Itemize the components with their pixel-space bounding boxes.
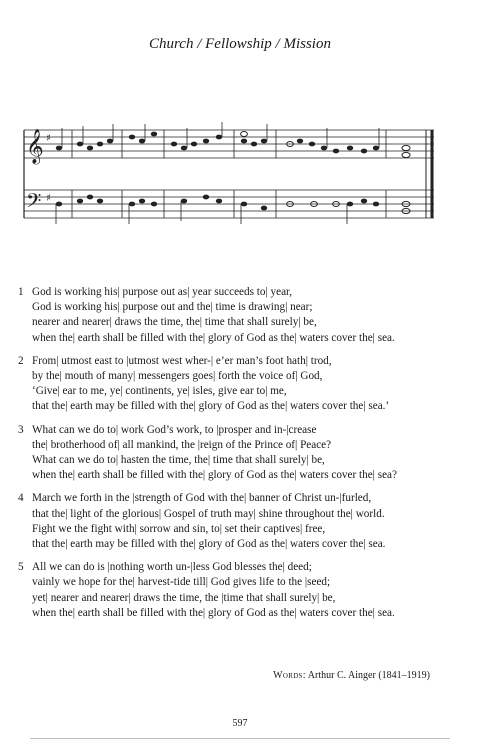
svg-text:♯: ♯ (46, 133, 51, 144)
verse-line: vainly we hope for the| harvest-tide till| God gives life to the |seed; (32, 576, 331, 589)
page-number: 597 (232, 718, 248, 729)
verse-line: God is working his| purpose out and the| time is drawing| near; (32, 301, 313, 314)
verse-number: 4 (18, 492, 24, 505)
verse-line: the| brotherhood of| all mankind, the |reign of the Prince of| Peace? (32, 438, 332, 451)
verse-line: that the| earth may be filled with the| glory of God as the| waters cover the| sea.’ (32, 400, 390, 413)
verse (18, 491, 468, 552)
verse-line: when the| earth shall be filled with the| glory of God as the| waters cover the| sea. (32, 331, 395, 344)
verse (18, 354, 468, 415)
svg-text:♯: ♯ (46, 193, 51, 204)
music-score (14, 120, 446, 232)
verse-line: God is working his| purpose out as| year succeeds to| year, (32, 286, 293, 298)
credit-author: Arthur C. Ainger (1841–1919) (307, 670, 430, 681)
verse-line: nearer and nearer| draws the time, the| time that shall surely| be, (32, 316, 317, 329)
bass-clef-icon: 𝄢 (26, 189, 42, 217)
verse-number: 1 (18, 286, 24, 298)
verse-line: From| utmost east to |utmost west wher-| e’er man’s foot hath| trod, (32, 354, 332, 367)
verse-number: 5 (18, 561, 24, 574)
treble-clef-icon: 𝄞 (26, 129, 44, 164)
verse-line: when the| earth shall be filled with the| glory of God as the| waters cover the| sea. (32, 606, 395, 619)
verse (18, 560, 468, 621)
section-title: Church / Fellowship / Mission (149, 36, 331, 52)
verse-line: March we forth in the |strength of God with the| banner of Christ un-|furled, (32, 492, 372, 505)
verse-line: by the| mouth of many| messengers goes| forth the voice of| God, (32, 370, 323, 383)
words-credit (273, 670, 430, 681)
verse-line: All we can do is |nothing worth un-|less God blesses the| deed; (32, 561, 312, 574)
verse-line: that the| light of the glorious| Gospel of truth may| shine throughout the| world. (32, 507, 385, 520)
verse-line: Fight we the fight with| sorrow and sin, to| set their captives| free, (32, 522, 326, 535)
verse-line: when the| earth shall be filled with the| glory of God as the| waters cover the| sea? (32, 469, 397, 482)
verse-line: that the| earth may be filled with the| glory of God as the| waters cover the| sea. (32, 538, 386, 551)
verse (18, 285, 468, 346)
verse-number: 3 (18, 423, 24, 436)
credit-label: Words: (273, 670, 306, 681)
verse-number: 2 (18, 354, 24, 367)
verse-line: yet| nearer and nearer| draws the time, the |time that shall surely| be, (32, 591, 336, 604)
verses (18, 285, 468, 629)
verse (18, 423, 468, 484)
verse-line: What can we do to| hasten the time, the| time that shall surely| be, (32, 454, 325, 467)
verse-line: ‘Give| ear to me, ye| continents, ye| isles, give ear to| me, (32, 385, 287, 398)
footer-divider (30, 738, 450, 739)
verse-line: What can we do to| work God’s work, to |prosper and in-|crease (32, 423, 317, 436)
